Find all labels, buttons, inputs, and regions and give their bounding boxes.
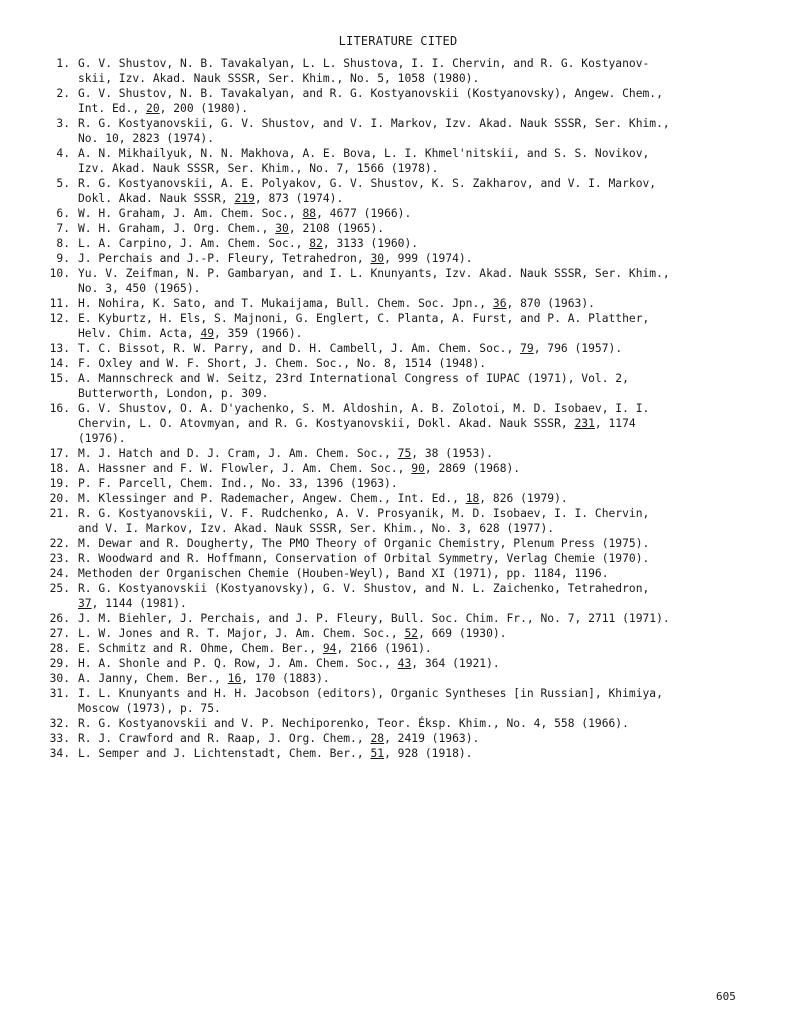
reference-item <box>45 176 745 206</box>
reference-text: , 669 (1930). <box>418 627 507 640</box>
reference-number: 3. <box>56 117 70 130</box>
reference-line <box>78 671 745 686</box>
volume-number: 30 <box>275 222 289 235</box>
reference-line <box>78 641 745 656</box>
volume-number: 82 <box>309 237 323 250</box>
reference-text: W. H. Graham, J. Org. Chem., <box>78 222 276 235</box>
reference-item <box>45 266 745 296</box>
reference-number: 32. <box>49 717 70 730</box>
reference-text: No. 3, 450 (1965). <box>78 282 201 295</box>
reference-line <box>78 386 745 401</box>
reference-item <box>45 116 745 146</box>
reference-number: 16. <box>49 402 70 415</box>
reference-item <box>45 506 745 536</box>
reference-line <box>78 191 745 206</box>
reference-text: L. W. Jones and R. T. Major, J. Am. Chem. Soc., <box>78 627 405 640</box>
reference-text: F. Oxley and W. F. Short, J. Chem. Soc., No. 8, 1514 (1948). <box>78 357 487 370</box>
reference-text: P. F. Parcell, Chem. Ind., No. 33, 1396 (1963). <box>78 477 398 490</box>
reference-text: , 999 (1974). <box>384 252 473 265</box>
reference-number: 28. <box>49 642 70 655</box>
volume-number: 18 <box>465 492 480 505</box>
reference-line <box>78 431 745 446</box>
reference-line <box>78 161 745 176</box>
reference-line <box>78 581 745 596</box>
reference-number: 34. <box>49 747 70 760</box>
reference-text: , 364 (1921). <box>411 657 500 670</box>
reference-text: A. Mannschreck and W. Seitz, 23rd International Congress of IUPAC (1971), Vol. 2, <box>78 372 629 385</box>
reference-number: 5. <box>56 177 70 190</box>
reference-line <box>78 356 745 371</box>
reference-line <box>78 311 745 326</box>
reference-line <box>78 326 745 341</box>
reference-item <box>45 86 745 116</box>
reference-line <box>78 746 745 761</box>
reference-text: and V. I. Markov, Izv. Akad. Nauk SSSR, Ser. Khim., No. 3, 628 (1977). <box>78 522 555 535</box>
reference-line <box>78 686 745 701</box>
reference-item <box>45 611 745 626</box>
reference-number: 24. <box>49 567 70 580</box>
reference-item <box>45 656 745 671</box>
reference-text: H. Nohira, K. Sato, and T. Mukaijama, Bull. Chem. Soc. Jpn., <box>78 297 493 310</box>
reference-item <box>45 311 745 341</box>
volume-number: 28 <box>370 732 385 745</box>
volume-number: 90 <box>411 462 425 475</box>
volume-number: 51 <box>370 747 385 760</box>
reference-number: 25. <box>49 582 70 595</box>
reference-line <box>78 281 745 296</box>
reference-number: 6. <box>56 207 70 220</box>
reference-text: , 170 (1883). <box>241 672 330 685</box>
volume-number: 37 <box>78 597 92 610</box>
volume-number: 52 <box>404 627 419 640</box>
reference-item <box>45 401 745 446</box>
reference-text: skii, Izv. Akad. Nauk SSSR, Ser. Khim., No. 5, 1058 (1980). <box>78 72 480 85</box>
reference-line <box>78 176 745 191</box>
reference-text: E. Kyburtz, H. Els, S. Majnoni, G. Englert, C. Planta, A. Furst, and P. A. Platther, <box>78 312 650 325</box>
reference-line <box>78 116 745 131</box>
reference-line <box>78 551 745 566</box>
reference-text: A. N. Mikhailyuk, N. N. Makhova, A. E. Bova, L. I. Khmel'nitskii, and S. S. Novikov, <box>78 147 650 160</box>
reference-text: , 873 (1974). <box>254 192 344 205</box>
reference-text: R. G. Kostyanovskii, A. E. Polyakov, G. V. Shustov, K. S. Zakharov, and V. I. Markov, <box>78 177 657 190</box>
reference-line <box>78 71 745 86</box>
reference-text: R. Woodward and R. Hoffmann, Conservation of Orbital Symmetry, Verlag Chemie (1970). <box>78 552 650 565</box>
reference-item <box>45 296 745 311</box>
reference-number: 7. <box>56 222 70 235</box>
reference-item <box>45 686 745 716</box>
reference-text: R. G. Kostyanovskii, G. V. Shustov, and V. I. Markov, Izv. Akad. Nauk SSSR, Ser. Khim., <box>78 117 670 130</box>
reference-number: 12. <box>49 312 70 325</box>
reference-number: 13. <box>49 342 70 355</box>
reference-number: 10. <box>49 267 70 280</box>
reference-text: Helv. Chim. Acta, <box>78 327 201 340</box>
reference-text: E. Schmitz and R. Ohme, Chem. Ber., <box>78 642 323 655</box>
reference-number: 11. <box>49 297 70 310</box>
volume-number: 219 <box>234 192 255 205</box>
reference-text: , 1144 (1981). <box>91 597 187 610</box>
reference-item <box>45 716 745 731</box>
reference-line <box>78 716 745 731</box>
reference-item <box>45 236 745 251</box>
volume-number: 36 <box>492 297 507 310</box>
reference-text: G. V. Shustov, N. B. Tavakalyan, L. L. Shustova, I. I. Chervin, and R. G. Kostyanov- <box>78 57 650 70</box>
reference-line <box>78 506 745 521</box>
reference-number: 15. <box>49 372 70 385</box>
reference-line <box>78 626 745 641</box>
reference-text: R. G. Kostyanovskii and V. P. Nechiporenko, Teor. Éksp. Khim., No. 4, 558 (1966). <box>78 717 629 730</box>
reference-line <box>78 536 745 551</box>
reference-text: L. A. Carpino, J. Am. Chem. Soc., <box>78 237 310 250</box>
reference-text: , 826 (1979). <box>479 492 568 505</box>
reference-text: , 2869 (1968). <box>424 462 521 475</box>
reference-item <box>45 491 745 506</box>
reference-number: 21. <box>49 507 70 520</box>
reference-text: No. 10, 2823 (1974). <box>78 132 215 145</box>
reference-text: , 38 (1953). <box>411 447 493 460</box>
reference-text: , 2419 (1963). <box>384 732 480 745</box>
reference-line <box>78 266 745 281</box>
volume-number: 94 <box>322 642 337 655</box>
volume-number: 49 <box>200 327 215 340</box>
reference-number: 26. <box>49 612 70 625</box>
reference-text: Dokl. Akad. Nauk SSSR, <box>78 192 235 205</box>
reference-text: , 4677 (1966). <box>316 207 412 220</box>
reference-line <box>78 731 745 746</box>
reference-text: R. G. Kostyanovskii, V. F. Rudchenko, A. V. Prosyanik, M. D. Isobaev, I. I. Chervin, <box>78 507 650 520</box>
reference-item <box>45 746 745 761</box>
reference-text: R. J. Crawford and R. Raap, J. Org. Chem., <box>78 732 371 745</box>
reference-line <box>78 416 745 431</box>
reference-number: 1. <box>56 57 70 70</box>
reference-item <box>45 626 745 641</box>
reference-text: Butterworth, London, p. 309. <box>78 387 269 400</box>
reference-number: 27. <box>49 627 70 640</box>
reference-number: 22. <box>49 537 70 550</box>
reference-item <box>45 641 745 656</box>
reference-text: M. J. Hatch and D. J. Cram, J. Am. Chem. Soc., <box>78 447 398 460</box>
reference-item <box>45 251 745 266</box>
reference-line <box>78 611 745 626</box>
reference-item <box>45 206 745 221</box>
reference-number: 8. <box>56 237 70 250</box>
reference-text: G. V. Shustov, N. B. Tavakalyan, and R. G. Kostyanovskii (Kostyanovsky), Angew. Chem., <box>78 87 663 100</box>
reference-number: 18. <box>49 462 70 475</box>
reference-text: , 928 (1918). <box>384 747 473 760</box>
reference-line <box>78 131 745 146</box>
reference-line <box>78 446 745 461</box>
reference-text: Int. Ed., <box>78 102 147 115</box>
reference-number: 33. <box>49 732 70 745</box>
reference-line <box>78 401 745 416</box>
reference-text: , 3133 (1960). <box>322 237 419 250</box>
reference-number: 29. <box>49 657 70 670</box>
reference-item <box>45 551 745 566</box>
reference-item <box>45 536 745 551</box>
reference-list <box>45 56 745 761</box>
reference-item <box>45 356 745 371</box>
reference-text: , 359 (1966). <box>214 327 303 340</box>
reference-line <box>78 146 745 161</box>
reference-text: Izv. Akad. Nauk SSSR, Ser. Khim., No. 7, 1566 (1978). <box>78 162 439 175</box>
reference-text: G. V. Shustov, O. A. D'yachenko, S. M. Aldoshin, A. B. Zolotoi, M. D. Isobaev, I. I. <box>78 402 650 415</box>
reference-line <box>78 206 745 221</box>
reference-item <box>45 461 745 476</box>
reference-item <box>45 566 745 581</box>
reference-text: H. A. Shonle and P. Q. Row, J. Am. Chem. Soc., <box>78 657 398 670</box>
reference-number: 4. <box>56 147 70 160</box>
volume-number: 231 <box>574 417 595 430</box>
reference-text: A. Janny, Chem. Ber., <box>78 672 228 685</box>
reference-text: I. L. Knunyants and H. H. Jacobson (editors), Organic Syntheses [in Russian], Khimiya, <box>78 687 663 700</box>
reference-item <box>45 56 745 86</box>
page-number: 605 <box>716 990 736 1003</box>
reference-item <box>45 341 745 356</box>
reference-line <box>78 371 745 386</box>
reference-number: 23. <box>49 552 70 565</box>
reference-text: J. Perchais and J.-P. Fleury, Tetrahedron, <box>78 252 371 265</box>
reference-number: 31. <box>49 687 70 700</box>
reference-line <box>78 596 745 611</box>
reference-line <box>78 521 745 536</box>
reference-line <box>78 341 745 356</box>
reference-number: 20. <box>49 492 70 505</box>
reference-text: T. C. Bissot, R. W. Parry, and D. H. Cambell, J. Am. Chem. Soc., <box>78 342 521 355</box>
reference-item <box>45 221 745 236</box>
reference-text: A. Hassner and F. W. Flowler, J. Am. Chem. Soc., <box>78 462 412 475</box>
reference-item <box>45 581 745 611</box>
reference-line <box>78 656 745 671</box>
reference-text: , 200 (1980). <box>159 102 249 115</box>
reference-text: W. H. Graham, J. Am. Chem. Soc., <box>78 207 303 220</box>
reference-text: , 2166 (1961). <box>336 642 432 655</box>
volume-number: 79 <box>520 342 534 355</box>
reference-item <box>45 371 745 401</box>
reference-text: , 1174 <box>594 417 636 430</box>
volume-number: 30 <box>370 252 385 265</box>
reference-item <box>45 731 745 746</box>
reference-text: (1976). <box>78 432 126 445</box>
reference-line <box>78 701 745 716</box>
reference-text: Chervin, L. O. Atovmyan, and R. G. Kostyanovskii, Dokl. Akad. Nauk SSSR, <box>78 417 575 430</box>
reference-item <box>45 146 745 176</box>
volume-number: 16 <box>227 672 242 685</box>
reference-text: R. G. Kostyanovskii (Kostyanovsky), G. V. Shustov, and N. L. Zaichenko, Tetrahedron, <box>78 582 650 595</box>
reference-line <box>78 491 745 506</box>
reference-item <box>45 671 745 686</box>
reference-number: 9. <box>56 252 70 265</box>
reference-text: , 870 (1963). <box>506 297 595 310</box>
reference-text: M. Klessinger and P. Rademacher, Angew. Chem., Int. Ed., <box>78 492 466 505</box>
reference-text: J. M. Biehler, J. Perchais, and J. P. Fleury, Bull. Soc. Chim. Fr., No. 7, 2711 (1971). <box>78 612 670 625</box>
reference-line <box>78 86 745 101</box>
reference-line <box>78 56 745 71</box>
reference-text: M. Dewar and R. Dougherty, The PMO Theory of Organic Chemistry, Plenum Press (1975). <box>78 537 650 550</box>
reference-line <box>78 251 745 266</box>
volume-number: 75 <box>397 447 412 460</box>
reference-line <box>78 101 745 116</box>
reference-line <box>78 566 745 581</box>
reference-item <box>45 446 745 461</box>
reference-text: Yu. V. Zeifman, N. P. Gambaryan, and I. L. Knunyants, Izv. Akad. Nauk SSSR, Ser. Khim., <box>78 267 670 280</box>
reference-number: 2. <box>56 87 70 100</box>
reference-text: , 2108 (1965). <box>288 222 385 235</box>
reference-number: 30. <box>49 672 70 685</box>
reference-line <box>78 461 745 476</box>
reference-number: 14. <box>49 357 70 370</box>
reference-line <box>78 221 745 236</box>
reference-number: 19. <box>49 477 70 490</box>
reference-text: Moscow (1973), p. 75. <box>78 702 221 715</box>
reference-text: , 796 (1957). <box>533 342 623 355</box>
section-heading: LITERATURE CITED <box>338 34 458 48</box>
reference-line <box>78 296 745 311</box>
volume-number: 88 <box>302 207 317 220</box>
reference-line <box>78 476 745 491</box>
reference-line <box>78 236 745 251</box>
reference-text: L. Semper and J. Lichtenstadt, Chem. Ber., <box>78 747 371 760</box>
reference-item <box>45 476 745 491</box>
reference-text: Methoden der Organischen Chemie (Houben-Weyl), Band XI (1971), pp. 1184, 1196. <box>78 567 609 580</box>
volume-number: 43 <box>397 657 412 670</box>
volume-number: 20 <box>146 102 160 115</box>
reference-number: 17. <box>49 447 70 460</box>
